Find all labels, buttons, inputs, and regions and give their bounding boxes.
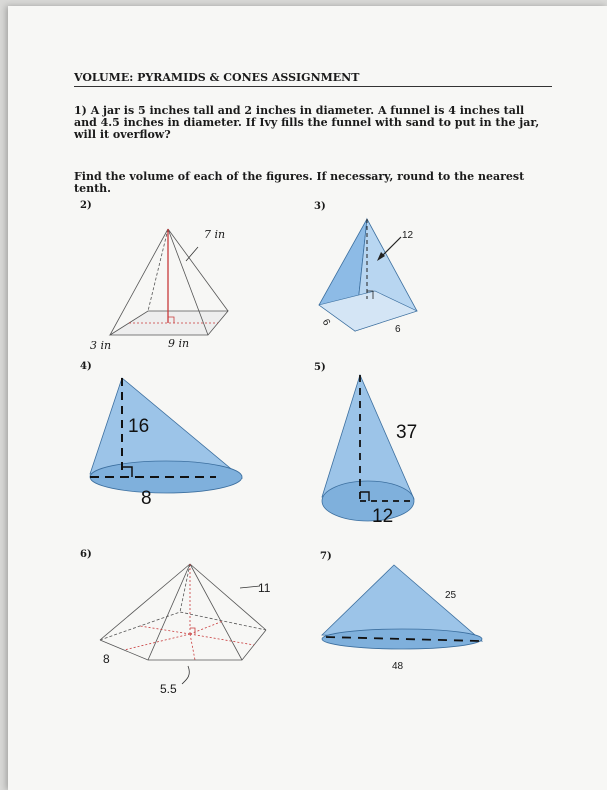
figure-5-label-diameter: 12 bbox=[372, 506, 394, 527]
figure-6-label-slant: 11 bbox=[258, 581, 271, 595]
figure-7-cone bbox=[316, 561, 486, 661]
figure-6-pentagonal-pyramid bbox=[96, 556, 281, 681]
figure-3-label-slant: 12 bbox=[402, 230, 414, 241]
figure-3-label-side-b: 6 bbox=[395, 324, 401, 335]
problem-1-text: 1) A jar is 5 inches tall and 2 inches in diameter. A funnel is 4 inches tall and 4.5 inches in diameter. If Ivy fills the funnel with sand to put in the jar, will it overflow? bbox=[74, 104, 540, 141]
figure-5-label-slant: 37 bbox=[396, 422, 418, 443]
figure-2-label-length: 9 in bbox=[168, 337, 190, 350]
figure-2-label-height: 7 in bbox=[204, 228, 226, 241]
figure-6-number: 6) bbox=[80, 549, 92, 560]
figure-4-label-radius: 8 bbox=[141, 488, 152, 509]
worksheet-page bbox=[8, 6, 607, 790]
figure-3-number: 3) bbox=[314, 201, 326, 212]
figure-6-label-side: 8 bbox=[103, 652, 110, 666]
figure-2-number: 2) bbox=[80, 200, 92, 211]
figure-5-cone bbox=[316, 371, 426, 531]
figure-2-label-width: 3 in bbox=[90, 339, 112, 352]
figure-4-number: 4) bbox=[80, 361, 92, 372]
figure-7-number: 7) bbox=[320, 551, 332, 562]
page-title: VOLUME: PYRAMIDS & CONES ASSIGNMENT bbox=[74, 71, 552, 87]
figure-3-square-pyramid bbox=[313, 211, 443, 336]
instructions-text: Find the volume of each of the figures. If necessary, round to the nearest tenth. bbox=[74, 170, 525, 195]
figure-4-cone bbox=[86, 374, 251, 504]
figure-5-number: 5) bbox=[314, 362, 326, 373]
figure-6-label-apothem: 5.5 bbox=[160, 682, 177, 696]
figure-3-label-side-a: 6 bbox=[319, 317, 332, 328]
figure-7-label-diameter: 48 bbox=[392, 661, 404, 672]
figure-7-label-slant: 25 bbox=[445, 590, 457, 601]
figure-4-label-height: 16 bbox=[128, 416, 150, 437]
